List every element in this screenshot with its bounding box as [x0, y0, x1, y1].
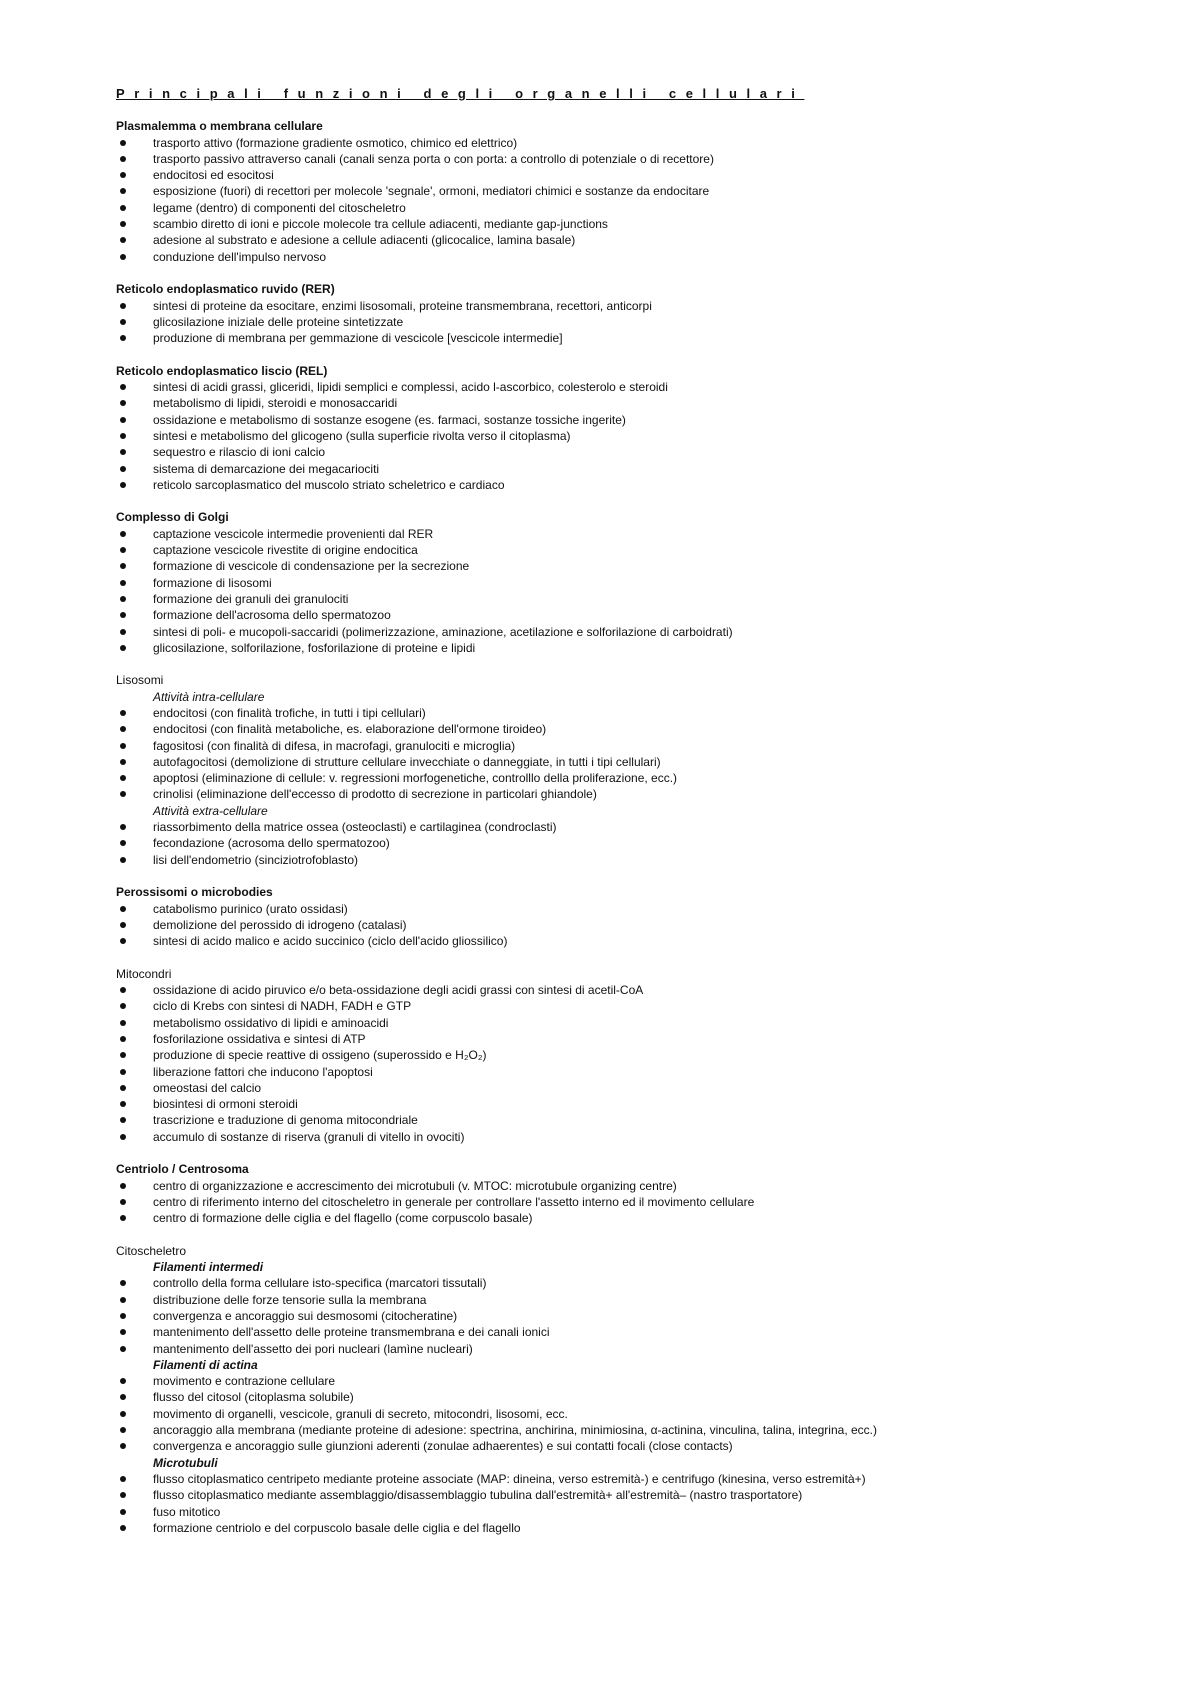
- list-item: ciclo di Krebs con sintesi di NADH, FADH e GTP: [116, 998, 1116, 1014]
- bullet-list: [116, 1471, 1116, 1536]
- list-item: fuso mitotico: [116, 1504, 1116, 1520]
- subsection-heading: Filamenti di actina: [153, 1357, 258, 1372]
- bullet-list: [116, 526, 1116, 656]
- list-item: biosintesi di ormoni steroidi: [116, 1096, 1116, 1112]
- section: [116, 966, 1116, 1145]
- document-title: Principali funzioni degli organelli cellulari: [116, 86, 805, 101]
- section: [116, 672, 1116, 868]
- list-item: distribuzione delle forze tensorie sulla la membrana: [116, 1292, 1116, 1308]
- list-item: produzione di specie reattive di ossigeno (superossido e H₂O₂): [116, 1047, 1116, 1063]
- list-item: sintesi e metabolismo del glicogeno (sulla superficie rivolta verso il citoplasma): [116, 428, 1116, 444]
- list-item: riassorbimento della matrice ossea (osteoclasti) e cartilaginea (condroclasti): [116, 819, 1116, 835]
- section-title: Mitocondri: [116, 966, 172, 981]
- list-item: legame (dentro) di componenti del citoscheletro: [116, 200, 1116, 216]
- list-item: conduzione dell'impulso nervoso: [116, 249, 1116, 265]
- list-item: lisi dell'endometrio (sinciziotrofoblasto): [116, 852, 1116, 868]
- list-item: ancoraggio alla membrana (mediante proteine di adesione: spectrina, anchirina, minimiosina, α-actinina, vinculina, talina, integrina, ecc.): [116, 1422, 1116, 1438]
- list-item: mantenimento dell'assetto delle proteine transmembrana e dei canali ionici: [116, 1324, 1116, 1340]
- list-item: scambio diretto di ioni e piccole molecole tra cellule adiacenti, mediante gap-junctions: [116, 216, 1116, 232]
- list-item: sintesi di poli- e mucopoli-saccaridi (polimerizzazione, aminazione, acetilazione e solforilazione di carboidrati): [116, 624, 1116, 640]
- section: [116, 884, 1116, 949]
- section-title: Citoscheletro: [116, 1243, 187, 1258]
- list-item: omeostasi del calcio: [116, 1080, 1116, 1096]
- list-item: sequestro e rilascio di ioni calcio: [116, 444, 1116, 460]
- section: [116, 509, 1116, 656]
- section-title: Plasmalemma o membrana cellulare: [116, 119, 323, 134]
- list-item: esposizione (fuori) di recettori per molecole 'segnale', ormoni, mediatori chimici e sostanze da endocitare: [116, 183, 1116, 199]
- bullet-list: [116, 298, 1116, 347]
- bullet-list: [116, 705, 1116, 803]
- section-title: Centriolo / Centrosoma: [116, 1162, 249, 1177]
- list-item: captazione vescicole intermedie provenienti dal RER: [116, 526, 1116, 542]
- list-item: centro di organizzazione e accrescimento dei microtubuli (v. MTOC: microtubule organizing centre): [116, 1178, 1116, 1194]
- section-title: Reticolo endoplasmatico ruvido (RER): [116, 282, 335, 297]
- list-item: fecondazione (acrosoma dello spermatozoo): [116, 835, 1116, 851]
- bullet-list: [116, 982, 1116, 1145]
- section: [116, 281, 1116, 346]
- list-item: movimento e contrazione cellulare: [116, 1373, 1116, 1389]
- list-item: apoptosi (eliminazione di cellule: v. regressioni morfogenetiche, controlllo della proliferazione, ecc.): [116, 770, 1116, 786]
- section: [116, 1161, 1116, 1226]
- list-item: convergenza e ancoraggio sulle giunzioni aderenti (zonulae adhaerentes) e sui contatti focali (close contacts): [116, 1438, 1116, 1454]
- list-item: formazione centriolo e del corpuscolo basale delle ciglia e del flagello: [116, 1520, 1116, 1536]
- bullet-list: [116, 1373, 1116, 1454]
- subsection-heading: Attività extra-cellulare: [153, 803, 268, 818]
- section: [116, 1243, 1116, 1536]
- list-item: centro di riferimento interno del citoscheletro in generale per controllare l'assetto interno ed il movimento cellulare: [116, 1194, 1116, 1210]
- list-item: sintesi di acido malico e acido succinico (ciclo dell'acido gliossilico): [116, 933, 1116, 949]
- list-item: convergenza e ancoraggio sui desmosomi (citocheratine): [116, 1308, 1116, 1324]
- list-item: sistema di demarcazione dei megacariociti: [116, 461, 1116, 477]
- list-item: flusso del citosol (citoplasma solubile): [116, 1389, 1116, 1405]
- list-item: fosforilazione ossidativa e sintesi di ATP: [116, 1031, 1116, 1047]
- list-item: captazione vescicole rivestite di origine endocitica: [116, 542, 1116, 558]
- list-item: trasporto passivo attraverso canali (canali senza porta o con porta: a controllo di potenziale o di recettore): [116, 151, 1116, 167]
- list-item: adesione al substrato e adesione a cellule adiacenti (glicocalice, lamina basale): [116, 232, 1116, 248]
- list-item: flusso citoplasmatico centripeto mediante proteine associate (MAP: dineina, verso estremità-) e centrifugo (kinesina, verso estremità+): [116, 1471, 1116, 1487]
- list-item: trascrizione e traduzione di genoma mitocondriale: [116, 1112, 1116, 1128]
- list-item: sintesi di proteine da esocitare, enzimi lisosomali, proteine transmembrana, recettori, anticorpi: [116, 298, 1116, 314]
- list-item: liberazione fattori che inducono l'apoptosi: [116, 1064, 1116, 1080]
- list-item: glicosilazione, solforilazione, fosforilazione di proteine e lipidi: [116, 640, 1116, 656]
- list-item: sintesi di acidi grassi, gliceridi, lipidi semplici e complessi, acido l-ascorbico, colesterolo e steroidi: [116, 379, 1116, 395]
- list-item: accumulo di sostanze di riserva (granuli di vitello in ovociti): [116, 1129, 1116, 1145]
- list-item: formazione dei granuli dei granulociti: [116, 591, 1116, 607]
- list-item: endocitosi ed esocitosi: [116, 167, 1116, 183]
- subsection-heading: Microtubuli: [153, 1455, 218, 1470]
- section-title: Perossisomi o microbodies: [116, 885, 273, 900]
- list-item: crinolisi (eliminazione dell'eccesso di prodotto di secrezione in particolari ghiandole): [116, 786, 1116, 802]
- sections-container: [116, 118, 1116, 1536]
- list-item: formazione di lisosomi: [116, 575, 1116, 591]
- document-page: [116, 86, 1116, 1552]
- list-item: glicosilazione iniziale delle proteine sintetizzate: [116, 314, 1116, 330]
- section-title: Reticolo endoplasmatico liscio (REL): [116, 363, 328, 378]
- list-item: formazione di vescicole di condensazione per la secrezione: [116, 558, 1116, 574]
- list-item: catabolismo purinico (urato ossidasi): [116, 901, 1116, 917]
- subsection-heading: Attività intra-cellulare: [153, 689, 265, 704]
- list-item: movimento di organelli, vescicole, granuli di secreto, mitocondri, lisosomi, ecc.: [116, 1406, 1116, 1422]
- list-item: flusso citoplasmatico mediante assemblaggio/disassemblaggio tubulina dall'estremità+ all'estremità– (nastro trasportatore): [116, 1487, 1116, 1503]
- bullet-list: [116, 1275, 1116, 1356]
- bullet-list: [116, 1178, 1116, 1227]
- list-item: reticolo sarcoplasmatico del muscolo striato scheletrico e cardiaco: [116, 477, 1116, 493]
- list-item: endocitosi (con finalità metaboliche, es. elaborazione dell'ormone tiroideo): [116, 721, 1116, 737]
- section: [116, 363, 1116, 493]
- list-item: metabolismo di lipidi, steroidi e monosaccaridi: [116, 395, 1116, 411]
- list-item: ossidazione e metabolismo di sostanze esogene (es. farmaci, sostanze tossiche ingerite): [116, 412, 1116, 428]
- list-item: controllo della forma cellulare isto-specifica (marcatori tissutali): [116, 1275, 1116, 1291]
- bullet-list: [116, 819, 1116, 868]
- list-item: fagositosi (con finalità di difesa, in macrofagi, granulociti e microglia): [116, 738, 1116, 754]
- section-title: Lisosomi: [116, 673, 164, 688]
- list-item: mantenimento dell'assetto dei pori nucleari (lamìne nucleari): [116, 1341, 1116, 1357]
- list-item: centro di formazione delle ciglia e del flagello (come corpuscolo basale): [116, 1210, 1116, 1226]
- list-item: produzione di membrana per gemmazione di vescicole [vescicole intermedie]: [116, 330, 1116, 346]
- list-item: metabolismo ossidativo di lipidi e aminoacidi: [116, 1015, 1116, 1031]
- list-item: ossidazione di acido piruvico e/o beta-ossidazione degli acidi grassi con sintesi di acetil-CoA: [116, 982, 1116, 998]
- section-title: Complesso di Golgi: [116, 510, 229, 525]
- list-item: trasporto attivo (formazione gradiente osmotico, chimico ed elettrico): [116, 135, 1116, 151]
- bullet-list: [116, 135, 1116, 265]
- bullet-list: [116, 901, 1116, 950]
- list-item: formazione dell'acrosoma dello spermatozoo: [116, 607, 1116, 623]
- section: [116, 118, 1116, 265]
- list-item: demolizione del perossido di idrogeno (catalasi): [116, 917, 1116, 933]
- subsection-heading: Filamenti intermedi: [153, 1260, 264, 1275]
- bullet-list: [116, 379, 1116, 493]
- list-item: endocitosi (con finalità trofiche, in tutti i tipi cellulari): [116, 705, 1116, 721]
- list-item: autofagocitosi (demolizione di strutture cellulare invecchiate o danneggiate, in tutti i tipi cellulari): [116, 754, 1116, 770]
